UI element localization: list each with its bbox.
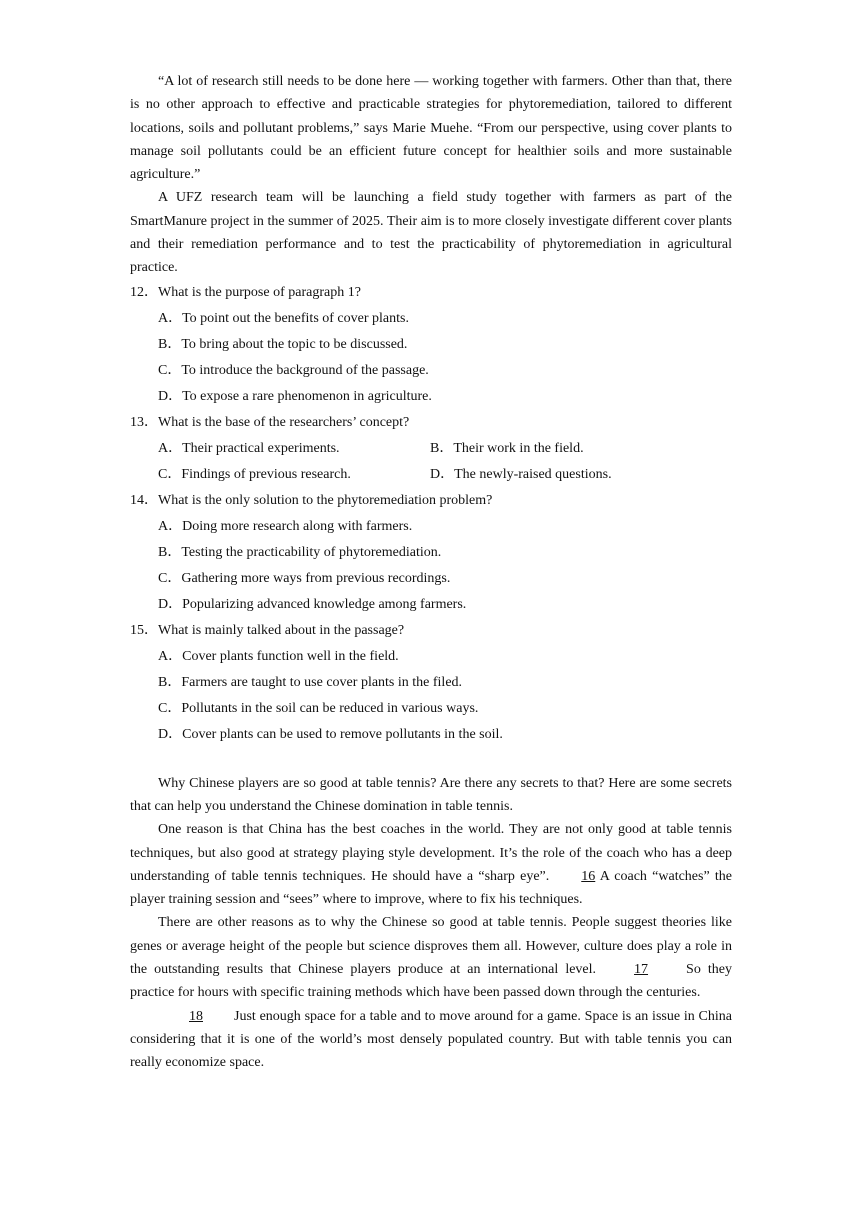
blank-17[interactable]: 17 xyxy=(634,962,649,978)
question-stem: 14．What is the only solution to the phytoremediation problem? xyxy=(130,492,493,508)
paragraph-text: One reason is that China has the best coaches in the world. They are not only good at table tennis techniques, but also good at strategy playing style development. It’s the role of the coach who has a deep understanding of table tennis techniques. He should have a “sharp eye”. xyxy=(130,822,732,884)
option-d: D．Popularizing advanced knowledge among farmers. xyxy=(158,596,467,612)
blank-18[interactable]: 18 xyxy=(189,1008,203,1024)
paragraph-text: Just enough space for a table and to move around for a game. Space is an issue in China considering that it is one of the world’s most densely populated country. But with table tennis you can really economize space. xyxy=(130,1008,732,1071)
option-a: A．Cover plants function well in the field. xyxy=(158,648,399,664)
passage2-paragraph-4 xyxy=(130,1005,732,1075)
option-a: A．Their practical experiments. xyxy=(158,440,340,456)
section-gap xyxy=(130,748,732,772)
passage2-paragraph-1: Why Chinese players are so good at table tennis? Are there any secrets to that? Here are some secrets that can help you understand the Chinese domination in table tennis. xyxy=(130,775,732,814)
question-stem: 15．What is mainly talked about in the passage? xyxy=(130,622,405,638)
paragraph-text: A coach “watches” the player training session and “sees” where to improve, where to fix his techniques. xyxy=(130,868,733,908)
paragraph-text: There are other reasons as to why the Chinese so good at table tennis. People suggest theories like genes or average height of the people but science disproves them all. However, culture does play a role in the outstanding results that Chinese players produce at an international level. xyxy=(130,915,732,978)
question-stem: 13．What is the base of the researchers’ concept? xyxy=(130,414,410,430)
option-b: B．Testing the practicability of phytoremediation. xyxy=(158,544,442,560)
question-12 xyxy=(130,280,732,748)
option-c: C．To introduce the background of the passage. xyxy=(158,362,429,378)
option-d: D．Cover plants can be used to remove pollutants in the soil. xyxy=(158,726,503,742)
option-b: B．Their work in the field. xyxy=(430,440,584,456)
question-stem: 12．What is the purpose of paragraph 1? xyxy=(130,284,361,300)
options-row-ab xyxy=(158,436,732,462)
paragraph-text: So they practice for hours with specific training methods which have been passed down through the centuries. xyxy=(130,962,732,1001)
option-b: B．To bring about the topic to be discussed. xyxy=(158,336,408,352)
document-page xyxy=(130,70,732,1075)
option-b: B．Farmers are taught to use cover plants in the filed. xyxy=(158,674,463,690)
passage2-paragraph-2 xyxy=(130,818,732,911)
option-a: A．To point out the benefits of cover plants. xyxy=(158,310,409,326)
option-a: A．Doing more research along with farmers. xyxy=(158,518,413,534)
options-row-cd xyxy=(158,462,732,488)
option-c: C．Gathering more ways from previous recordings. xyxy=(158,570,451,586)
passage1-paragraph-2: A UFZ research team will be launching a field study together with farmers as part of the SmartManure project in the summer of 2025. Their aim is to more closely investigate different cover plants and their remediation performance and to test the practicability of phytoremediation in agricultural practice. xyxy=(130,190,732,276)
option-d: D．To expose a rare phenomenon in agriculture. xyxy=(158,388,432,404)
option-d: D．The newly-raised questions. xyxy=(430,466,612,482)
option-c: C．Findings of previous research. xyxy=(158,466,351,482)
blank-16[interactable]: 16 xyxy=(581,868,596,884)
option-c: C．Pollutants in the soil can be reduced in various ways. xyxy=(158,700,479,716)
passage1-paragraph-1: “A lot of research still needs to be done here — working together with farmers. Other than that, there is no other approach to effective and practicable strategies for phytoremediation, tailored to different locations, soils and pollutant problems,” says Marie Muehe. “From our perspective, using cover plants to manage soil pollutants could be an efficient future concept for healthier soils and more sustainable agriculture.” xyxy=(130,74,732,183)
passage2-paragraph-3 xyxy=(130,911,732,1004)
